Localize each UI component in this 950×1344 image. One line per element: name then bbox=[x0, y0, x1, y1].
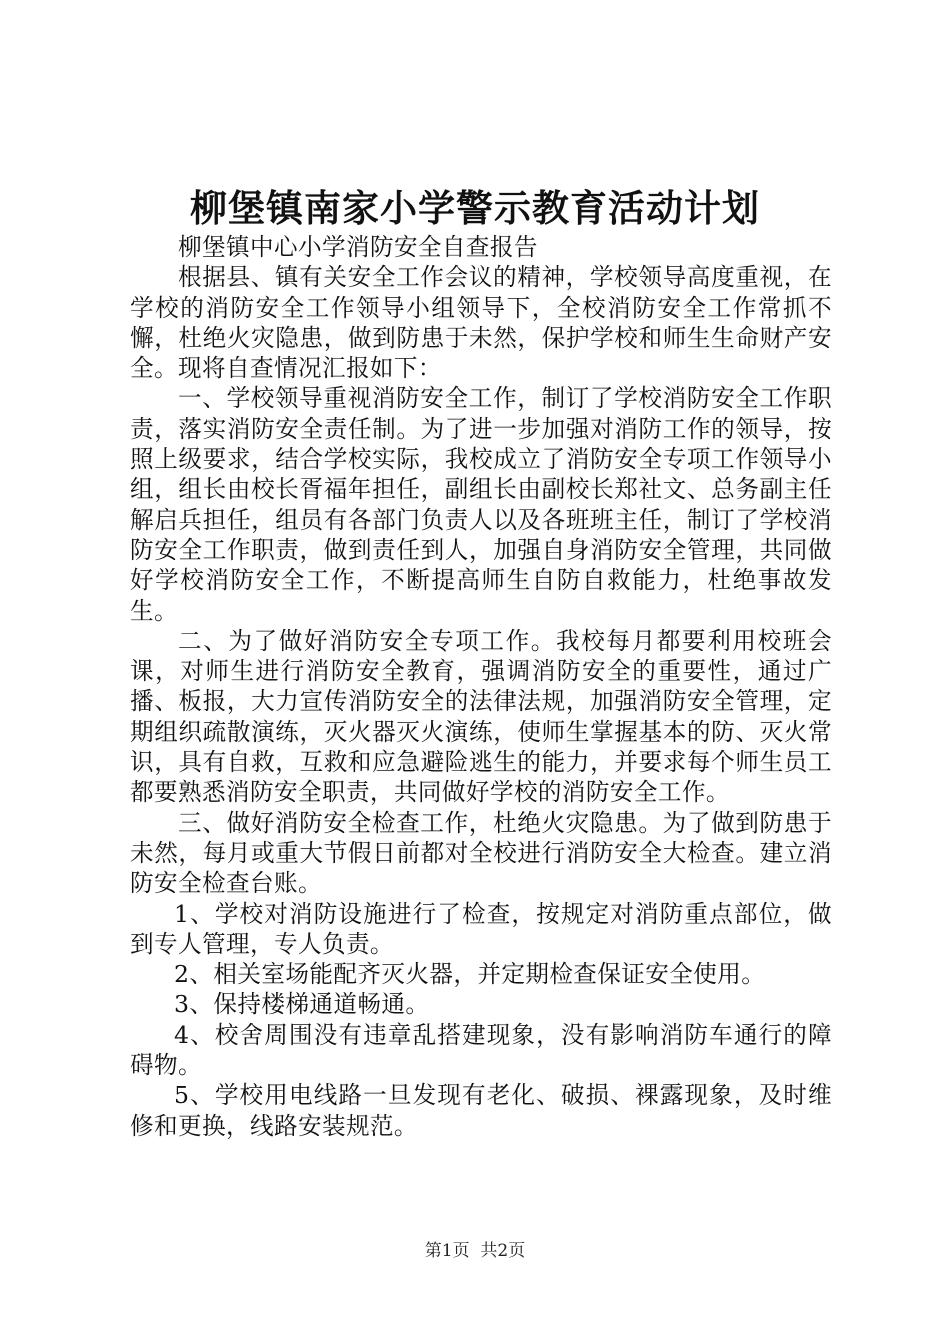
page-total: 共2页 bbox=[480, 1241, 526, 1261]
list-item: 2、相关室场能配齐灭火器，并定期检查保证安全使用。 bbox=[174, 960, 766, 989]
section-one-paragraph: 一、学校领导重视消防安全工作，制订了学校消防安全工作职责，落实消防安全责任制。为了进一步加强对消防工作的领导，按照上级要求，结合学校实际，我校成立了消防安全专项工作领导小组，组长由校长胥福年担任，副组长由副校长郑社文、总务副主任解启兵担任，组员有各部门负责人以及各班班主任，制订了学校消防安全工作职责，做到责任到人，加强自身消防安全管理，共同做好学校消防安全工作，不断提高师生自防自救能力，杜绝事故发生。 bbox=[130, 384, 832, 625]
list-item: 5、学校用电线路一旦发现有老化、破损、裸露现象，及时维修和更换，线路安装规范。 bbox=[130, 1081, 832, 1140]
document-body bbox=[130, 232, 832, 1141]
page-footer bbox=[0, 1240, 950, 1262]
list-item: 4、校舍周围没有违章乱搭建现象，没有影响消防车通行的障碍物。 bbox=[130, 1020, 832, 1080]
section-three-paragraph: 三、做好消防安全检查工作，杜绝火灾隐患。为了做到防患于未然，每月或重大节假日前都对全校进行消防安全大检查。建立消防安全检查台账。 bbox=[130, 808, 832, 898]
list-item: 3、保持楼梯通道畅通。 bbox=[174, 990, 430, 1019]
page-number: 第1页 bbox=[424, 1241, 470, 1261]
subtitle-paragraph: 柳堡镇中心小学消防安全自查报告 bbox=[178, 233, 538, 261]
document-title: 柳堡镇南家小学警示教育活动计划 bbox=[190, 187, 760, 230]
intro-paragraph: 根据县、镇有关安全工作会议的精神，学校领导高度重视，在学校的消防安全工作领导小组领导下，全校消防安全工作常抓不懈，杜绝火灾隐患，做到防患于未然，保护学校和师生生命财产安全。现将自查情况汇报如下： bbox=[130, 263, 832, 383]
section-two-paragraph: 二、为了做好消防安全专项工作。我校每月都要利用校班会课，对师生进行消防安全教育，强调消防安全的重要性，通过广播、板报，大力宣传消防安全的法律法规，加强消防安全管理，定期组织疏散演练，灭火器灭火演练，使师生掌握基本的防、灭火常识，具有自救，互救和应急避险逃生的能力，并要求每个师生员工都要熟悉消防安全职责，共同做好学校的消防安全工作。 bbox=[130, 626, 832, 807]
list-item: 1、学校对消防设施进行了检查，按规定对消防重点部位，做到专人管理，专人负责。 bbox=[130, 899, 832, 958]
